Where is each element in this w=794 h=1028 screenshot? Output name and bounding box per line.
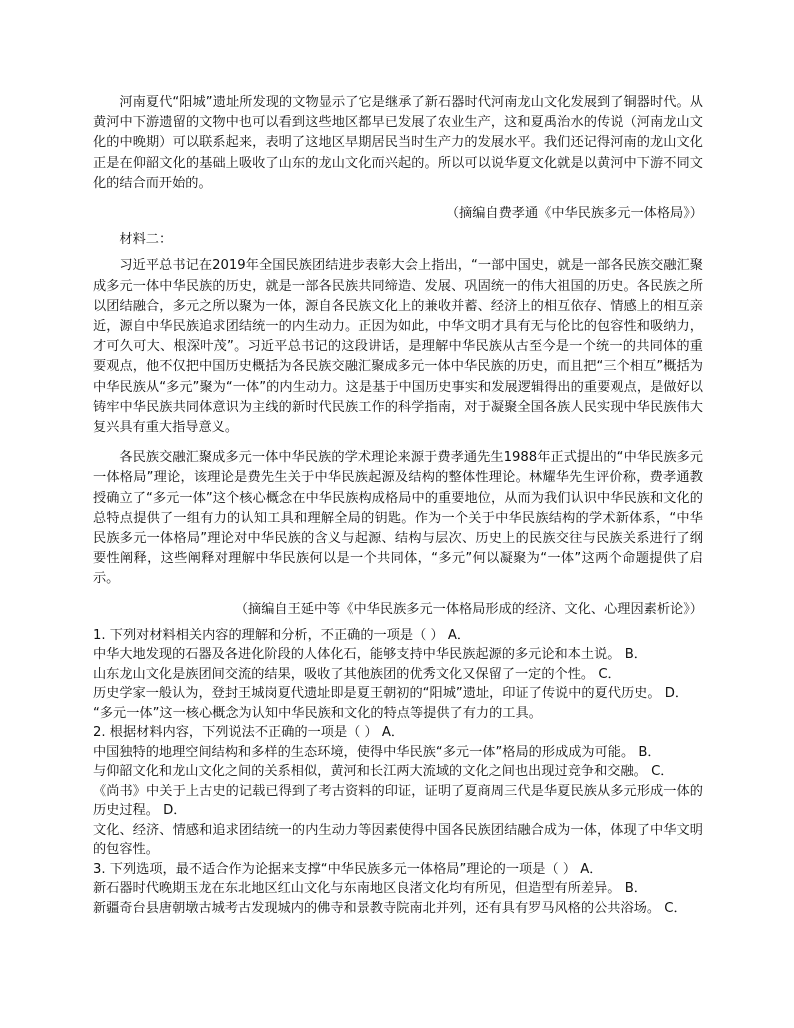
material2-source: （摘编自王延中等《中华民族多元一体格局形成的经济、文化、心理因素析论》） bbox=[234, 601, 703, 617]
question-2-option: 《尚书》中关于上古史的记载已得到了考古资料的印证，证明了夏商周三代是华夏民族从多元形成一体的历史过程。 D． bbox=[93, 783, 703, 819]
material2-paragraph-1: 习近平总书记在2019年全国民族团结进步表彰大会上指出，“一部中国史，就是一部各民族交融汇聚成多元一体中华民族的历史，就是一部各民族共同缔造、发展、巩固统一的伟大祖国的历史。各民族之所以团结融合，多元之所以聚为一体，源自各民族文化上的兼收并蓄、经济上的相互依存、情感上的相互亲近，源自中华民族追求团结统一的内生动力。正因为如此，中华文明才具有无与伦比的包容性和吸纳力，才可久可大、根深叶茂”。习近平总书记的这段讲话，是理解中华民族从古至今是一个统一的共同体的重要观点，他不仅把中国历史概括为各民族交融汇聚成多元一体中华民族的历史，而且把“三个相互”概括为中华民族从“多元”聚为“一体”的内生动力。这是基于中国历史事实和发展逻辑得出的重要观点，是做好以铸牢中华民族共同体意识为主线的新时代民族工作的科学指南，对于凝聚全国各族人民实现中华民族伟大复兴具有重大指导意义。 bbox=[93, 258, 703, 436]
material2-paragraph-2: 各民族交融汇聚成多元一体中华民族的学术理论来源于费孝通先生1988年正式提出的“中华民族多元一体格局”理论，该理论是费先生关于中华民族起源及结构的整体性理论。林耀华先生评价称，费孝通教授确立了“多元一体”这个核心概念在中华民族构成格局中的重要地位，从而为我们认识中华民族和文化的总特点提供了一组有力的认知工具和理解全局的钥匙。作为一个关于中华民族结构的学术新体系，“中华民族多元一体格局”理论对中华民族的含义与起源、结构与层次、历史上的民族交往与民族关系进行了纲要性阐释，这些阐释对理解中华民族何以是一个共同体，“多元”何以凝聚为“一体”这两个命题提供了启示。 bbox=[93, 450, 703, 587]
material1-paragraph: 河南夏代“阳城”遗址所发现的文物显示了它是继承了新石器时代河南龙山文化发展到了铜器时代。从黄河中下游遗留的文物中也可以看到这些地区都早已发展了农业生产，这和夏禹治水的传说（河南龙山文化的中晚期）可以联系起来，表明了这地区早期居民当时生产力的发展水平。我们还记得河南的龙山文化正是在仰韶文化的基础上吸收了山东的龙山文化而兴起的。所以可以说华夏文化就是以黄河中下游不同文化的结合而开始的。 bbox=[93, 95, 703, 191]
question-3-stem: 3. 下列选项，最不适合作为论据来支撑“中华民族多元一体格局”理论的一项是（ ） A． bbox=[93, 861, 603, 877]
question-3-option: 新疆奇台县唐朝墩古城考古发现城内的佛寺和景教寺院南北并列，还有具有罗马风格的公共浴场。 C． bbox=[93, 900, 687, 916]
question-1-option: 历史学家一般认为，登封王城岗夏代遗址即是夏王朝初的“阳城”遗址，印证了传说中的夏代历史。 D． bbox=[93, 686, 689, 702]
question-1-option: 中华大地发现的石器及各进化阶段的人体化石，能够支持中华民族起源的多元论和本土说。 B． bbox=[93, 647, 647, 663]
question-1-option: 山东龙山文化是族团间交流的结果，吸收了其他族团的优秀文化又保留了一定的个性。 C． bbox=[93, 666, 621, 682]
question-2-option: 文化、经济、情感和追求团结统一的内生动力等因素使得中国各民族团结融合成为一体，体现了中华文明的包容性。 bbox=[93, 822, 703, 858]
material1-source: （摘编自费孝通《中华民族多元一体格局》） bbox=[445, 206, 703, 222]
document-page bbox=[93, 93, 703, 918]
question-1-stem: 1. 下列对材料相关内容的理解和分析，不正确的一项是（ ） A． bbox=[93, 627, 471, 643]
question-3-option: 新石器时代晚期玉龙在东北地区红山文化与东南地区良渚文化均有所见，但造型有所差异。 B． bbox=[93, 881, 647, 897]
question-2-option: 与仰韶文化和龙山文化之间的关系相似，黄河和长江两大流域的文化之间也出现过竞争和交融。 C． bbox=[93, 764, 674, 780]
question-1-option: “多元一体”这一核心概念为认知中华民族和文化的特点等提供了有力的工具。 bbox=[93, 705, 542, 721]
question-2-stem: 2. 根据材料内容，下列说法不正确的一项是（ ） A． bbox=[93, 725, 405, 741]
question-2-option: 中国独特的地理空间结构和多样的生态环境，使得中华民族“多元一体”格局的形成成为可能。 B． bbox=[93, 744, 661, 760]
question-list bbox=[93, 626, 703, 919]
material2-heading: 材料二： bbox=[119, 232, 173, 248]
